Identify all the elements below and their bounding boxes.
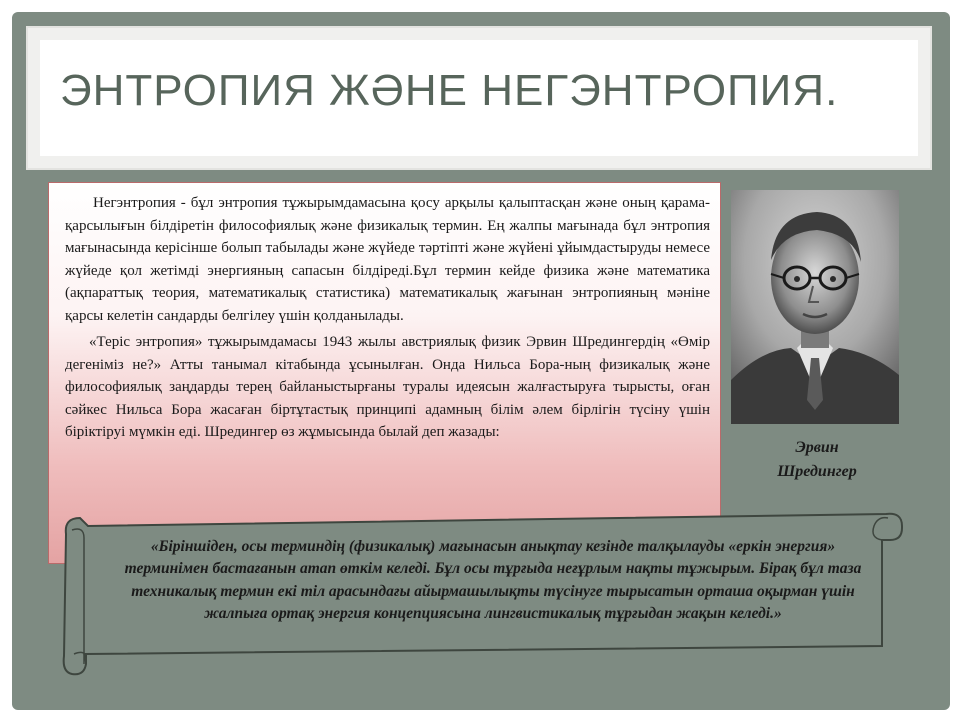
portrait-photo (731, 190, 899, 424)
caption-first-name: Эрвин (795, 439, 839, 456)
caption-last-name: Шредингер (777, 463, 857, 480)
portrait-drawing (731, 190, 899, 424)
photo-caption (752, 436, 882, 484)
schrodinger-quote: «Біріншіден, осы терминдің (физикалық) мағынасын анықтау кезінде талқылауды «еркін энергия» терминімен бастағанын атап өткім келеді. Бұл осы тұрғыда неғұрлым нақты тұжырым. Бірақ бұл таза техникалық термин екі тіл арасындағы айырмашылықты түсінуге тырысатын орташа оқырман үшін жалпыға ортақ энергия концепциясына лингвистикалық тұрғыдан жақын келеді.» (124, 538, 862, 623)
slide-title: ЭНТРОПИЯ ЖӘНЕ НЕГЭНТРОПИЯ. (60, 66, 839, 115)
paragraph-schrodinger-history: «Теріс энтропия» тұжырымдамасы 1943 жылы австриялық физик Эрвин Шредингердің «Өмір дегеніміз не?» Атты танымал кітабында ұсынылған. Онда Нильса Бора-ның физикалық және философиялық заңдарды терең байланыстырғаны туралы идеясын жалғастыруға тырысты, оған сәйкес Нильса Бора жасаған біртұтастық принципі адамның білім әлем бірлігін түсіну үшін біріктіруі мүмкін еді. Шредингер өз жұмысында былай деп жазады: (65, 334, 710, 440)
paragraph-negentropy-definition: Негэнтропия - бұл энтропия тұжырымдамасына қосу арқылы қалыптасқан және оның қарама-қарсылығын білдіретін философиялық және физикалық термин. Ең жалпы мағынада бұл энтропия мағынасында керісінше болып табылады және жүйеде тәртіпті және жүйені ұйымдастыруды немесе жүйеде қол жетімді энергияның сапасын білдіреді.Бұл термин кейде физика және математика (ақпараттық теория, математикалық статистика) математикалық жағынан энтропияның мәніне қарсы келетін сандарды белгілеу үшін қолданылады. (65, 195, 710, 324)
